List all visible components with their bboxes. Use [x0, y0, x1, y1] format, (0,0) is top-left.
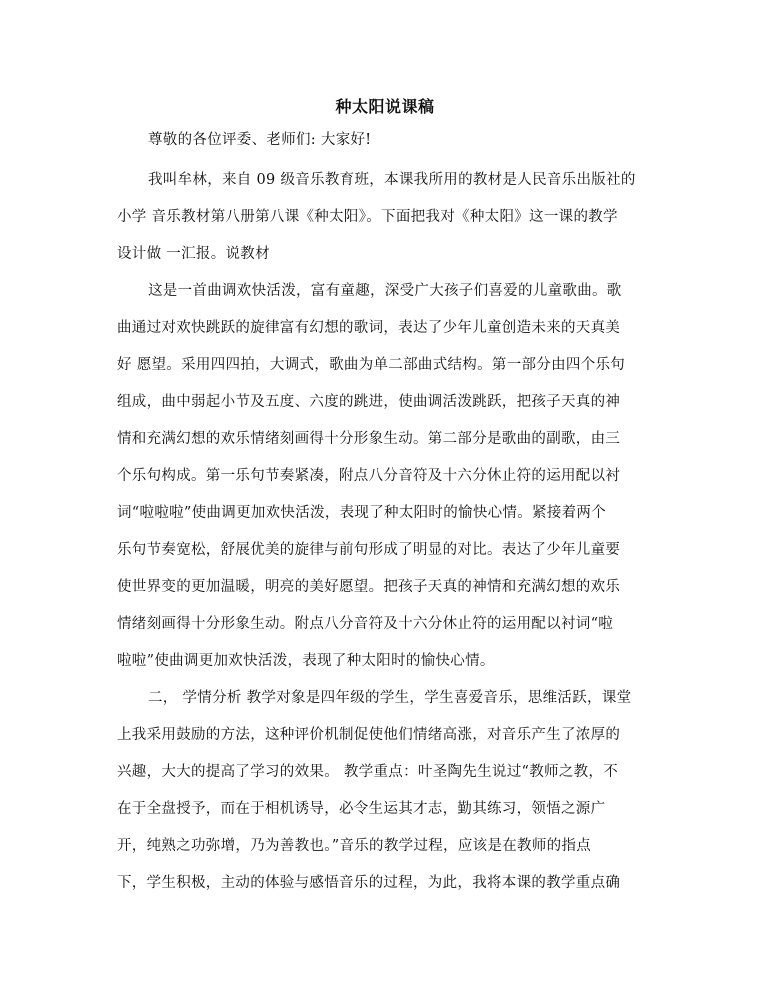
greeting-line: 尊敬的各位评委、老师们: 大家好!: [148, 132, 372, 148]
paragraph-line: 啦啦”使曲调更加欢快活泼，表现了种太阳时的愉快心情。: [117, 653, 495, 669]
paragraph-line: 上我采用鼓励的方法，这种评价机制促使他们情绪高涨，对音乐产生了浓厚的: [117, 727, 621, 743]
paragraph-line: 曲通过对欢快跳跃的旋律富有幻想的歌词，表达了少年儿童创造未来的天真美: [117, 320, 621, 336]
paragraph-line: 兴趣，大大的提高了学习的效果。 教学重点：叶圣陶先生说过“教师之教，不: [117, 764, 619, 780]
paragraph-line: 好 愿望。采用四四拍，大调式，歌曲为单二部曲式结构。第一部分由四个乐句: [117, 357, 626, 373]
paragraph-line: 词“啦啦啦”使曲调更加欢快活泼，表现了种太阳时的愉快心情。紧接着两个: [117, 505, 607, 521]
paragraph-line: 下，学生积极，主动的体验与感悟音乐的过程，为此，我将本课的教学重点确: [117, 875, 621, 891]
paragraph-line: 设计做 一汇报。说教材: [117, 246, 270, 262]
paragraph-line: 这是一首曲调欢快活泼，富有童趣，深受广大孩子们喜爱的儿童歌曲。歌: [148, 283, 622, 299]
paragraph-line: 组成，曲中弱起小节及五度、六度的跳进，使曲调活泼跳跃，把孩子天真的神: [117, 394, 621, 410]
paragraph-line: 在于全盘授予，而在于相机诱导，必令生运其才志，勤其练习，领悟之源广: [117, 801, 606, 817]
paragraph-line: 情和充满幻想的欢乐情绪刻画得十分形象生动。第二部分是歌曲的副歌，由三: [117, 431, 621, 447]
paragraph-line: 使世界变的更加温暖，明亮的美好愿望。把孩子天真的神情和充满幻想的欢乐: [117, 579, 621, 595]
paragraph-line: 我叫牟林，来自 09 级音乐教育班，本课我所用的教材是人民音乐出版社的: [148, 172, 636, 188]
paragraph-line: 情绪刻画得十分形象生动。附点八分音符及十六分休止符的运用配以衬词“啦: [117, 616, 614, 632]
document-title: 种太阳说课稿: [335, 97, 435, 116]
paragraph-line: 开，纯熟之功弥增，乃为善教也。”音乐的教学过程，应该是在教师的指点: [117, 838, 592, 854]
paragraph-line: 二， 学情分析 教学对象是四年级的学生，学生喜爱音乐，思维活跃，课堂: [148, 690, 632, 706]
paragraph-line: 个乐句构成。第一乐句节奏紧凑，附点八分音符及十六分休止符的运用配以衬: [117, 468, 621, 484]
paragraph-line: 小学 音乐教材第八册第八课《种太阳》。下面把我对《种太阳》这一课的教学: [117, 209, 618, 225]
paragraph-line: 乐句节奏宽松，舒展优美的旋律与前句形成了明显的对比。表达了少年儿童要: [117, 542, 621, 558]
